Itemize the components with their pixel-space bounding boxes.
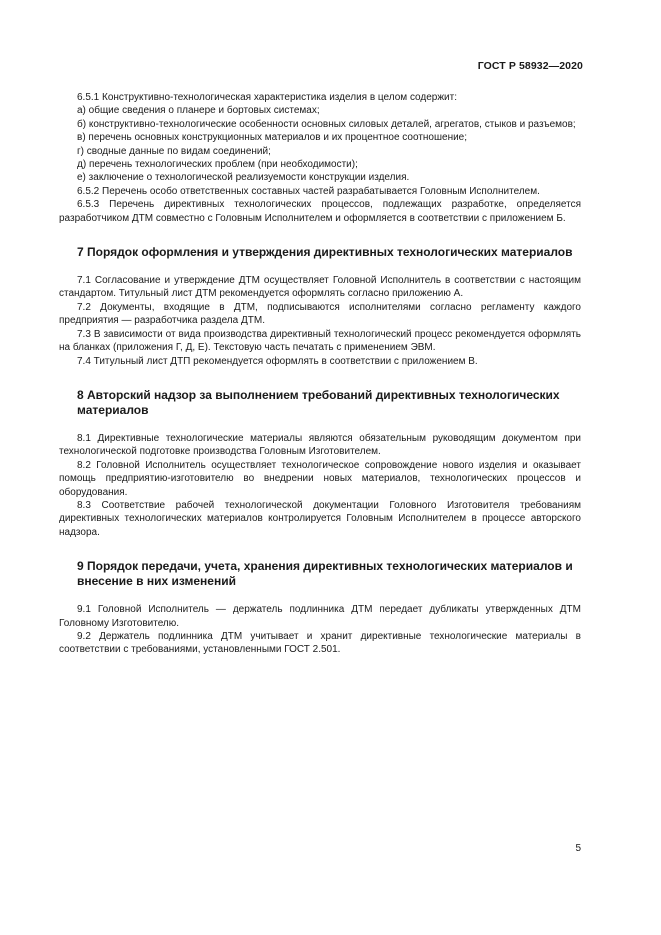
paragraph-6-5-1: 6.5.1 Конструктивно-технологическая характеристика изделия в целом содержит: (77, 92, 457, 103)
list-item-v: в) перечень основных конструкционных материалов и их процентное соотношение; (77, 132, 468, 144)
paragraph-7-4: 7.4 Титульный лист ДТП рекомендуется оформлять в соответствии с приложением В. (77, 355, 478, 367)
list-item-e: е) заключение о технологической реализуемости конструкции изделия. (77, 172, 410, 184)
section-8-heading: 8 Авторский надзор за выполнением требований директивных технологических материалов (77, 387, 560, 417)
section-9-heading: 9 Порядок передачи, учета, хранения директивных технологических материалов и внесение в них изменений (77, 559, 573, 589)
page-content (59, 91, 581, 657)
list-item-g: г) сводные данные по видам соединений; (77, 145, 271, 157)
list-item-a: а) общие сведения о планере и бортовых системах; (77, 105, 320, 117)
list-item-b: б) конструктивно-технологические особенности основных силовых деталей, агрегатов, стыков и разъемов; (77, 118, 576, 130)
paragraph-8-2: 8.2 Головной Исполнитель осуществляет технологическое сопровождение нового изделия и оказывает помощь предприятию-изготовителю во внедрении новых материалов, технологических процессов и оборудования. (59, 459, 581, 498)
page-number: 5 (575, 843, 581, 854)
paragraph-6-5-2: 6.5.2 Перечень особо ответственных составных частей разрабатывается Головным Исполнителем. (77, 185, 540, 197)
section-7-heading: 7 Порядок оформления и утверждения директивных технологических материалов (77, 245, 573, 260)
list-item-d: д) перечень технологических проблем (при необходимости); (77, 159, 358, 171)
paragraph-7-1: 7.1 Согласование и утверждение ДТМ осуществляет Головной Исполнитель в соответствии с настоящим стандартом. Титульный лист ДТМ рекомендуется оформлять согласно приложению А. (59, 275, 581, 300)
paragraph-7-2: 7.2 Документы, входящие в ДТМ, подписываются исполнителями согласно регламенту каждого предприятия — разработчика раздела ДТМ. (59, 301, 581, 327)
paragraph-8-3: 8.3 Соответствие рабочей технологической документации Головного Изготовителя требованиям директивных технологических материалов контролируется Головным Исполнителем в процессе авторского надзора. (59, 499, 581, 538)
paragraph-7-3: 7.3 В зависимости от вида производства директивный технологический процесс рекомендуется оформлять на бланках (приложения Г, Д, Е). Текстовую часть печатать с применением ЭВМ. (59, 328, 581, 354)
standard-designation: ГОСТ Р 58932—2020 (477, 60, 583, 72)
paragraph-8-1: 8.1 Директивные технологические материалы являются обязательным руководящим документом при технологической подготовке производства Головным Изготовителем. (59, 432, 581, 458)
paragraph-9-1: 9.1 Головной Исполнитель — держатель подлинника ДТМ передает дубликаты утвержденных ДТМ Головному Изготовителю. (59, 604, 581, 629)
paragraph-6-5-3: 6.5.3 Перечень директивных технологических процессов, подлежащих разработке, определяется разработчиком ДТМ совместно с Головным Исполнителем и оформляется в соответствии с приложением Б. (59, 199, 581, 224)
paragraph-9-2: 9.2 Держатель подлинника ДТМ учитывает и хранит директивные технологические материалы в соответствии с требованиями, установленными ГОСТ 2.501. (59, 630, 581, 656)
